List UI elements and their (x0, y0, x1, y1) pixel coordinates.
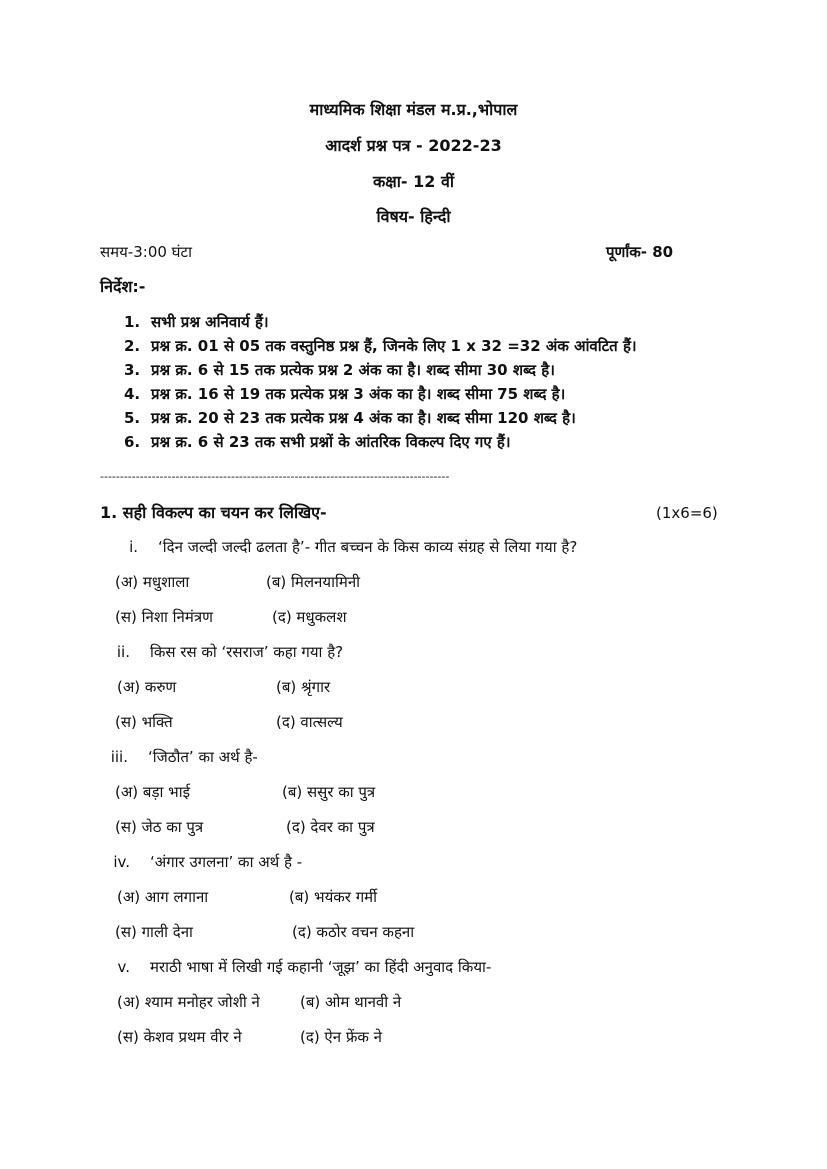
class-label: कक्षा- 12 वीं (373, 172, 454, 191)
option: (स) निशा निमंत्रण (115, 608, 213, 626)
sub-question-text: मराठी भाषा में लिखी गई कहानी ‘जूझ’ का हिंदी अनुवाद किया- (150, 958, 492, 976)
option: (अ) बड़ा भाई (115, 783, 190, 801)
instruction-text: प्रश्न क्र. 01 से 05 तक वस्तुनिष्ठ प्रश्न हैं, जिनके लिए 1 x 32 =32 अंक आंवटित हैं। (151, 337, 637, 355)
question-1-marks: (1x6=6) (656, 504, 718, 522)
instruction-item (124, 360, 555, 380)
instruction-item (124, 336, 637, 356)
option: (स) भक्ति (115, 713, 173, 731)
instruction-text: प्रश्न क्र. 16 से 19 तक प्रत्येक प्रश्न 3 अंक का है। शब्द सीमा 75 शब्द है। (151, 385, 566, 403)
sub-question-num: ii. (116, 643, 130, 661)
sub-question (92, 642, 343, 662)
option: (ब) ओम थानवी ने (300, 993, 402, 1011)
sub-question (100, 537, 577, 557)
sub-question-text: ‘अंगार उगलना’ का अर्थ है - (150, 853, 303, 871)
sub-question-num: v. (117, 958, 130, 976)
option: (ब) ससुर का पुत्र (282, 783, 376, 801)
option: (अ) श्याम मनोहर जोशी ने (117, 993, 260, 1011)
option: (द) कठोर वचन कहना (292, 923, 415, 941)
instruction-num: 1. (124, 313, 141, 331)
sub-question-num: iii. (110, 748, 128, 766)
instruction-text: सभी प्रश्न अनिवार्य हैं। (151, 313, 269, 331)
option: (द) ऐन फ्रेंक ने (300, 1028, 383, 1046)
option: (अ) आग लगाना (117, 888, 209, 906)
time-label: समय-3:00 घंटा (100, 243, 192, 261)
instruction-item (124, 408, 576, 428)
instruction-text: प्रश्न क्र. 6 से 23 तक सभी प्रश्नों के आंतरिक विकल्प दिए गए हैं। (151, 433, 511, 451)
sub-question (92, 852, 302, 872)
instructions-heading: निर्देश:- (100, 277, 146, 296)
question-title-text: 1. सही विकल्प का चयन कर लिखिए- (100, 503, 327, 522)
option: (अ) मधुशाला (115, 573, 190, 591)
option: (ब) मिलनयामिनी (266, 573, 361, 591)
instruction-text: प्रश्न क्र. 20 से 23 तक प्रत्येक प्रश्न 4 अंक का है। शब्द सीमा 120 शब्द है। (151, 409, 576, 427)
sub-question-text: किस रस को ‘रसराज’ कहा गया है? (150, 643, 344, 661)
instruction-num: 2. (124, 337, 141, 355)
sub-question-text: ‘जिठौत’ का अर्थ है- (148, 748, 258, 766)
instruction-item (124, 384, 565, 404)
sub-question-num: i. (129, 538, 138, 556)
instruction-num: 5. (124, 409, 141, 427)
option: (द) मधुकलश (272, 608, 347, 626)
instruction-num: 4. (124, 385, 141, 403)
option: (ब) भयंकर गर्मी (289, 888, 378, 906)
option: (स) गाली देना (115, 923, 193, 941)
instruction-text: प्रश्न क्र. 6 से 15 तक प्रत्येक प्रश्न 2 अंक का है। शब्द सीमा 30 शब्द है। (151, 361, 555, 379)
divider-line: ---------------------------------------------------------------------------------------- (100, 470, 450, 483)
subject-label: विषय- हिन्दी (376, 207, 451, 226)
instruction-item (124, 432, 511, 452)
sub-question-num: iv. (113, 853, 130, 871)
sub-question-text: ‘दिन जल्दी जल्दी ढलता है’- गीत बच्चन के किस काव्य संग्रह से लिया गया है? (158, 538, 578, 556)
instruction-num: 3. (124, 361, 141, 379)
instruction-item (124, 312, 269, 332)
board-title: माध्यमिक शिक्षा मंडल म.प्र.,भोपाल (309, 100, 518, 119)
instruction-num: 6. (124, 433, 141, 451)
sub-question (92, 957, 491, 977)
option: (द) वात्सल्य (276, 713, 343, 731)
option: (स) जेठ का पुत्र (115, 818, 204, 836)
max-marks-label: पूर्णांक- 80 (606, 243, 674, 261)
option: (द) देवर का पुत्र (286, 818, 375, 836)
question-1-title (100, 503, 327, 523)
option: (स) केशव प्रथम वीर ने (117, 1028, 242, 1046)
paper-title: आदर्श प्रश्न पत्र - 2022-23 (325, 136, 502, 155)
sub-question (90, 747, 258, 767)
option: (अ) करुण (117, 678, 177, 696)
option: (ब) श्रृंगार (276, 678, 331, 696)
